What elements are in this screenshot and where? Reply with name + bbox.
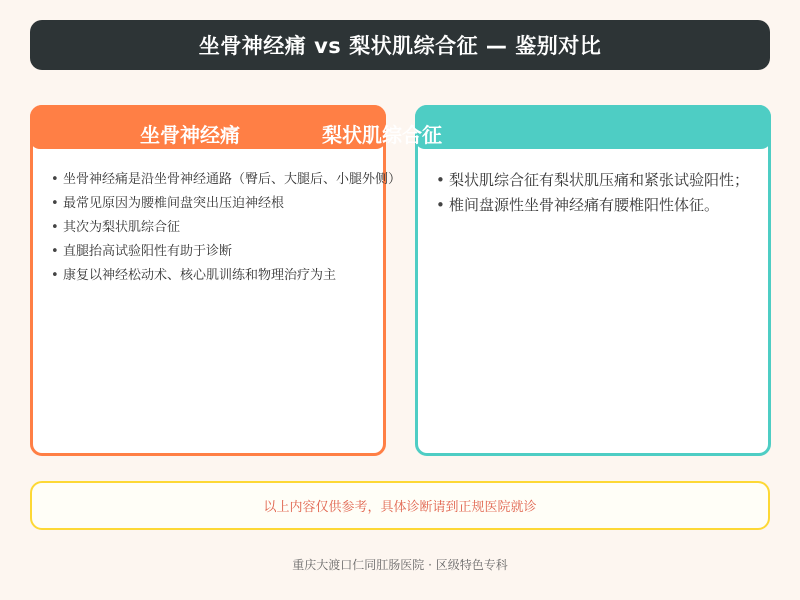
page-title: 坐骨神经痛 vs 梨状肌综合征 — 鉴别对比: [198, 34, 602, 58]
piriformis-card-title: 梨状肌综合征: [322, 123, 442, 147]
sciatica-list: [51, 168, 401, 288]
list-item: • 坐骨神经痛是沿坐骨神经通路（臀后、大腿后、小腿外侧）: [51, 168, 401, 192]
sciatica-card-title: 坐骨神经痛: [140, 123, 240, 147]
list-item: • 直腿抬高试验阳性有助于诊断: [51, 240, 401, 264]
piriformis-card: [322, 105, 771, 456]
footer: 重庆大渡口仁同肛肠医院 · 区级特色专科: [292, 558, 508, 572]
list-item: • 最常见原因为腰椎间盘突出压迫神经根: [51, 192, 401, 216]
piriformis-list: [436, 168, 749, 218]
list-item: • 其次为梨状肌综合征: [51, 216, 401, 240]
list-item: • 梨状肌综合征有梨状肌压痛和紧张试验阳性；: [436, 168, 749, 193]
title-bar: [30, 20, 770, 70]
list-item: • 康复以神经松动术、核心肌训练和物理治疗为主: [51, 264, 401, 288]
disclaimer-text: 以上内容仅供参考，具体诊断请到正规医院就诊: [263, 500, 537, 515]
disclaimer-notice: [30, 481, 770, 530]
piriformis-card-header: [415, 105, 771, 149]
list-item: • 椎间盘源性坐骨神经痛有腰椎阳性体征。: [436, 193, 749, 218]
sciatica-card: [30, 105, 402, 456]
